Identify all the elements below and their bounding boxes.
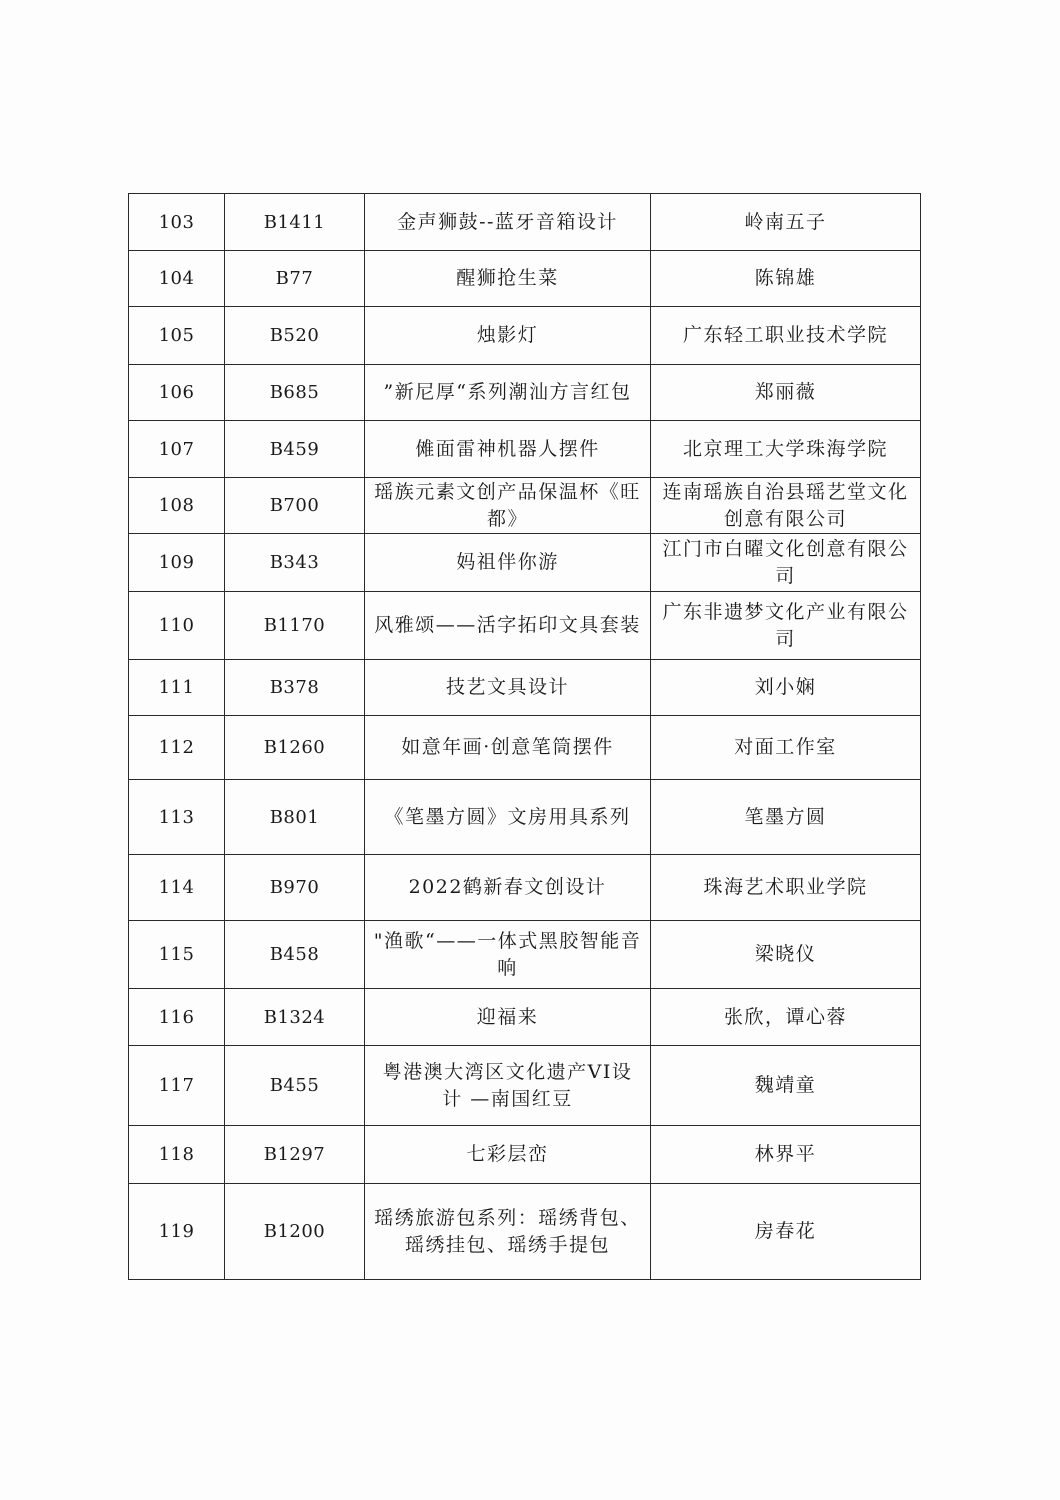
entry-code: B459 [225, 421, 365, 478]
entry-code: B458 [225, 921, 365, 989]
entry-title: 妈祖伴你游 [365, 534, 651, 592]
entry-author: 房春花 [651, 1184, 921, 1280]
table-row [129, 592, 921, 660]
entry-title: "渔歌“——一体式黑胶智能音响 [365, 921, 651, 989]
row-number: 118 [129, 1126, 225, 1184]
entry-author: 陈锦雄 [651, 251, 921, 307]
entry-author: 北京理工大学珠海学院 [651, 421, 921, 478]
entry-code: B343 [225, 534, 365, 592]
table-row [129, 534, 921, 592]
entry-title: 迎福来 [365, 989, 651, 1046]
table-row [129, 855, 921, 921]
row-number: 111 [129, 660, 225, 716]
entry-code: B1411 [225, 194, 365, 251]
table-row [129, 194, 921, 251]
entry-author: 魏靖童 [651, 1046, 921, 1126]
entry-title: 烛影灯 [365, 307, 651, 365]
row-number: 106 [129, 365, 225, 421]
entry-title: 瑶绣旅游包系列：瑶绣背包、瑶绣挂包、瑶绣手提包 [365, 1184, 651, 1280]
entry-code: B801 [225, 780, 365, 855]
table-row [129, 307, 921, 365]
entry-title: 瑶族元素文创产品保温杯《旺都》 [365, 478, 651, 534]
table-row [129, 1126, 921, 1184]
table-row [129, 660, 921, 716]
table-row [129, 921, 921, 989]
entry-title: 如意年画·创意笔筒摆件 [365, 716, 651, 780]
table-row [129, 1046, 921, 1126]
entry-author: 郑丽薇 [651, 365, 921, 421]
entry-author: 珠海艺术职业学院 [651, 855, 921, 921]
table-row [129, 421, 921, 478]
row-number: 110 [129, 592, 225, 660]
entry-code: B455 [225, 1046, 365, 1126]
entry-code: B685 [225, 365, 365, 421]
table-row [129, 780, 921, 855]
entry-code: B520 [225, 307, 365, 365]
table-row [129, 478, 921, 534]
entry-author: 岭南五子 [651, 194, 921, 251]
row-number: 119 [129, 1184, 225, 1280]
row-number: 109 [129, 534, 225, 592]
entry-author: 林界平 [651, 1126, 921, 1184]
entry-title: 醒狮抢生菜 [365, 251, 651, 307]
row-number: 104 [129, 251, 225, 307]
entry-title: 《笔墨方圆》文房用具系列 [365, 780, 651, 855]
table-row [129, 716, 921, 780]
entry-title: 粤港澳大湾区文化遗产VI设计 —南国红豆 [365, 1046, 651, 1126]
entry-title: 技艺文具设计 [365, 660, 651, 716]
row-number: 105 [129, 307, 225, 365]
entry-author: 对面工作室 [651, 716, 921, 780]
entry-author: 笔墨方圆 [651, 780, 921, 855]
entry-title: 七彩层峦 [365, 1126, 651, 1184]
entry-title: 金声狮鼓--蓝牙音箱设计 [365, 194, 651, 251]
row-number: 103 [129, 194, 225, 251]
row-number: 117 [129, 1046, 225, 1126]
entry-author: 张欣，谭心蓉 [651, 989, 921, 1046]
entries-table [128, 193, 921, 1280]
table-row [129, 365, 921, 421]
entry-code: B1297 [225, 1126, 365, 1184]
entry-code: B77 [225, 251, 365, 307]
entry-code: B378 [225, 660, 365, 716]
entry-author: 江门市白曜文化创意有限公司 [651, 534, 921, 592]
row-number: 114 [129, 855, 225, 921]
entry-author: 广东非遗梦文化产业有限公司 [651, 592, 921, 660]
entry-title: 风雅颂——活字拓印文具套装 [365, 592, 651, 660]
entry-author: 刘小娴 [651, 660, 921, 716]
entry-code: B970 [225, 855, 365, 921]
entry-author: 梁晓仪 [651, 921, 921, 989]
row-number: 113 [129, 780, 225, 855]
table-row [129, 989, 921, 1046]
entry-code: B1200 [225, 1184, 365, 1280]
entry-author: 连南瑶族自治县瑶艺堂文化创意有限公司 [651, 478, 921, 534]
row-number: 116 [129, 989, 225, 1046]
row-number: 108 [129, 478, 225, 534]
entry-code: B1170 [225, 592, 365, 660]
entry-title: 傩面雷神机器人摆件 [365, 421, 651, 478]
entry-title: ”新尼厚“系列潮汕方言红包 [365, 365, 651, 421]
entry-code: B1324 [225, 989, 365, 1046]
entry-author: 广东轻工职业技术学院 [651, 307, 921, 365]
row-number: 112 [129, 716, 225, 780]
entry-code: B1260 [225, 716, 365, 780]
table-row [129, 1184, 921, 1280]
entry-code: B700 [225, 478, 365, 534]
row-number: 107 [129, 421, 225, 478]
row-number: 115 [129, 921, 225, 989]
table-row [129, 251, 921, 307]
entry-title: 2022鹤新春文创设计 [365, 855, 651, 921]
